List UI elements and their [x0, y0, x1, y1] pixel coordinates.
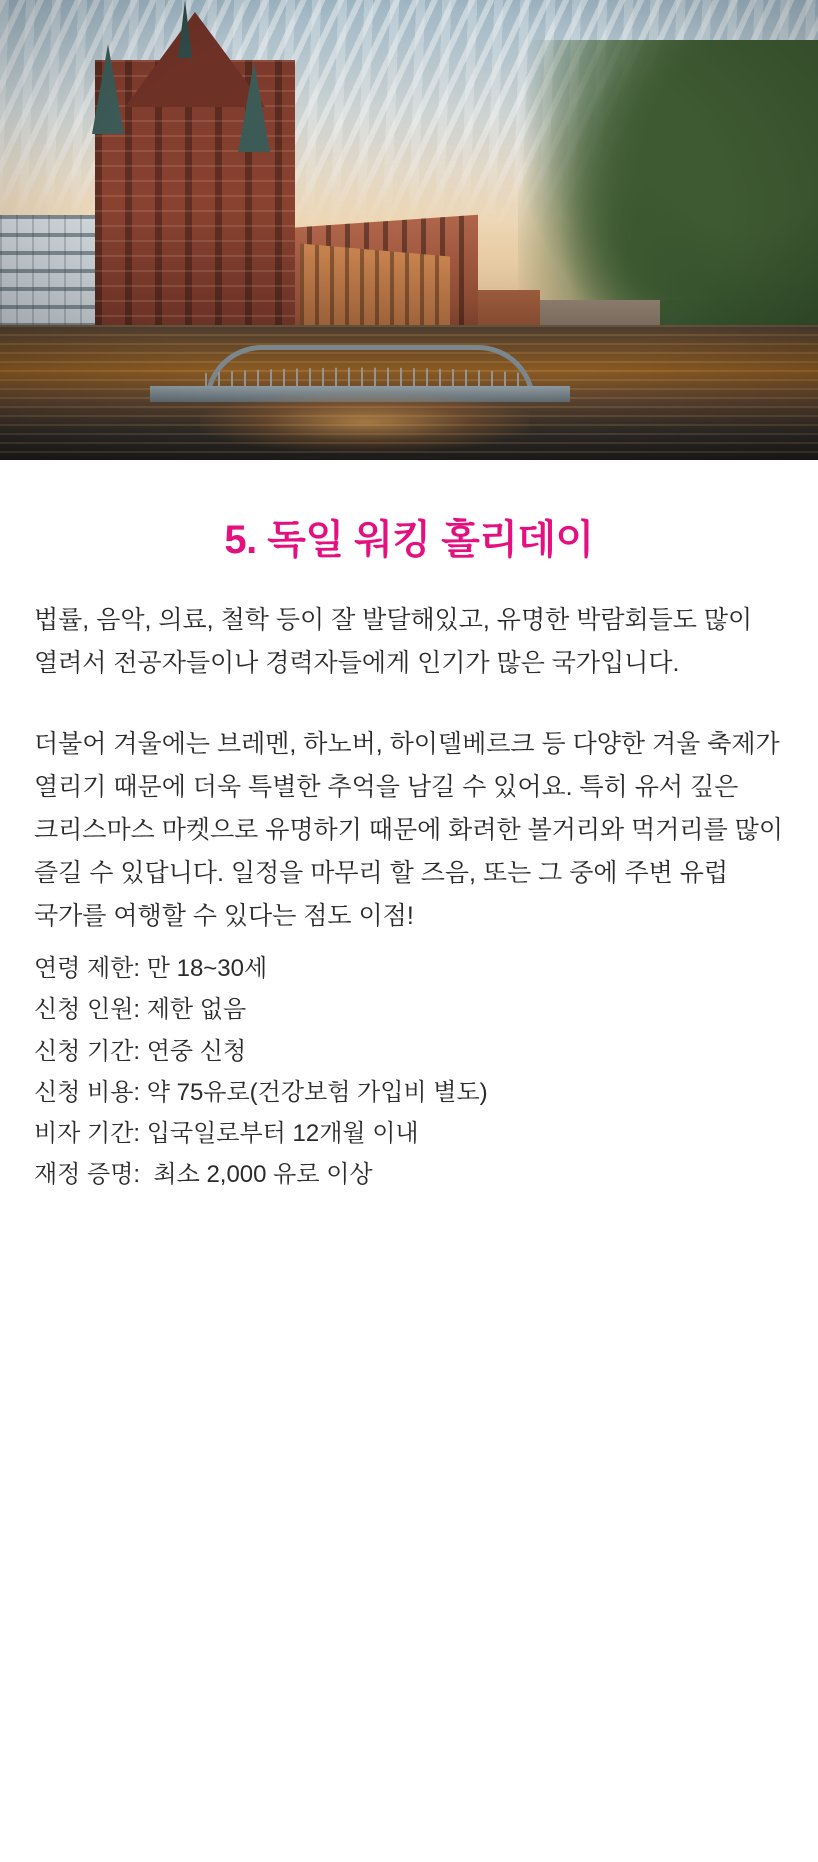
article-content [0, 460, 818, 1236]
fact-age-limit: 연령 제한: 만 18~30세 [34, 955, 268, 982]
fact-applicant-quota: 신청 인원: 제한 없음 [34, 996, 247, 1024]
fact-application-fee: 신청 비용: 약 75유로(건강보험 가입비 별도) [34, 1078, 488, 1106]
tower-spire-right [238, 62, 270, 152]
fact-application-period: 신청 기간: 연중 신청 [34, 1037, 247, 1065]
tower-spire-left [92, 44, 124, 134]
fact-visa-duration: 비자 기간: 입국일로부터 12개월 이내 [34, 1120, 419, 1148]
fact-list [34, 948, 784, 1196]
page-title: 5. 독일 워킹 홀리데이 [224, 518, 594, 562]
tower-spire-top [178, 0, 192, 58]
hero-image [0, 0, 818, 460]
paragraph-2: 더불어 겨울에는 브레멘, 하노버, 하이델베르크 등 다양한 겨울 축제가 열리기 때문에 더욱 특별한 추억을 남길 수 있어요. 특히 유서 깊은 크리스마스 마켓으로 유명하기 때문에 화려한 볼거리와 먹거리를 많이 즐길 수 있답니다. 일정을 마무리 할 즈음, 또는 그 중에 주변 유럽 국가를 여행할 수 있다는 점도 이점! [34, 730, 783, 930]
paragraph-1: 법률, 음악, 의료, 철학 등이 잘 발달해있고, 유명한 박람회들도 많이 열려서 전공자들이나 경력자들에게 인기가 많은 국가입니다. [34, 606, 753, 677]
fact-proof-of-funds: 재정 증명: 최소 2,000 유로 이상 [34, 1161, 373, 1189]
sunset-glow [200, 392, 530, 452]
